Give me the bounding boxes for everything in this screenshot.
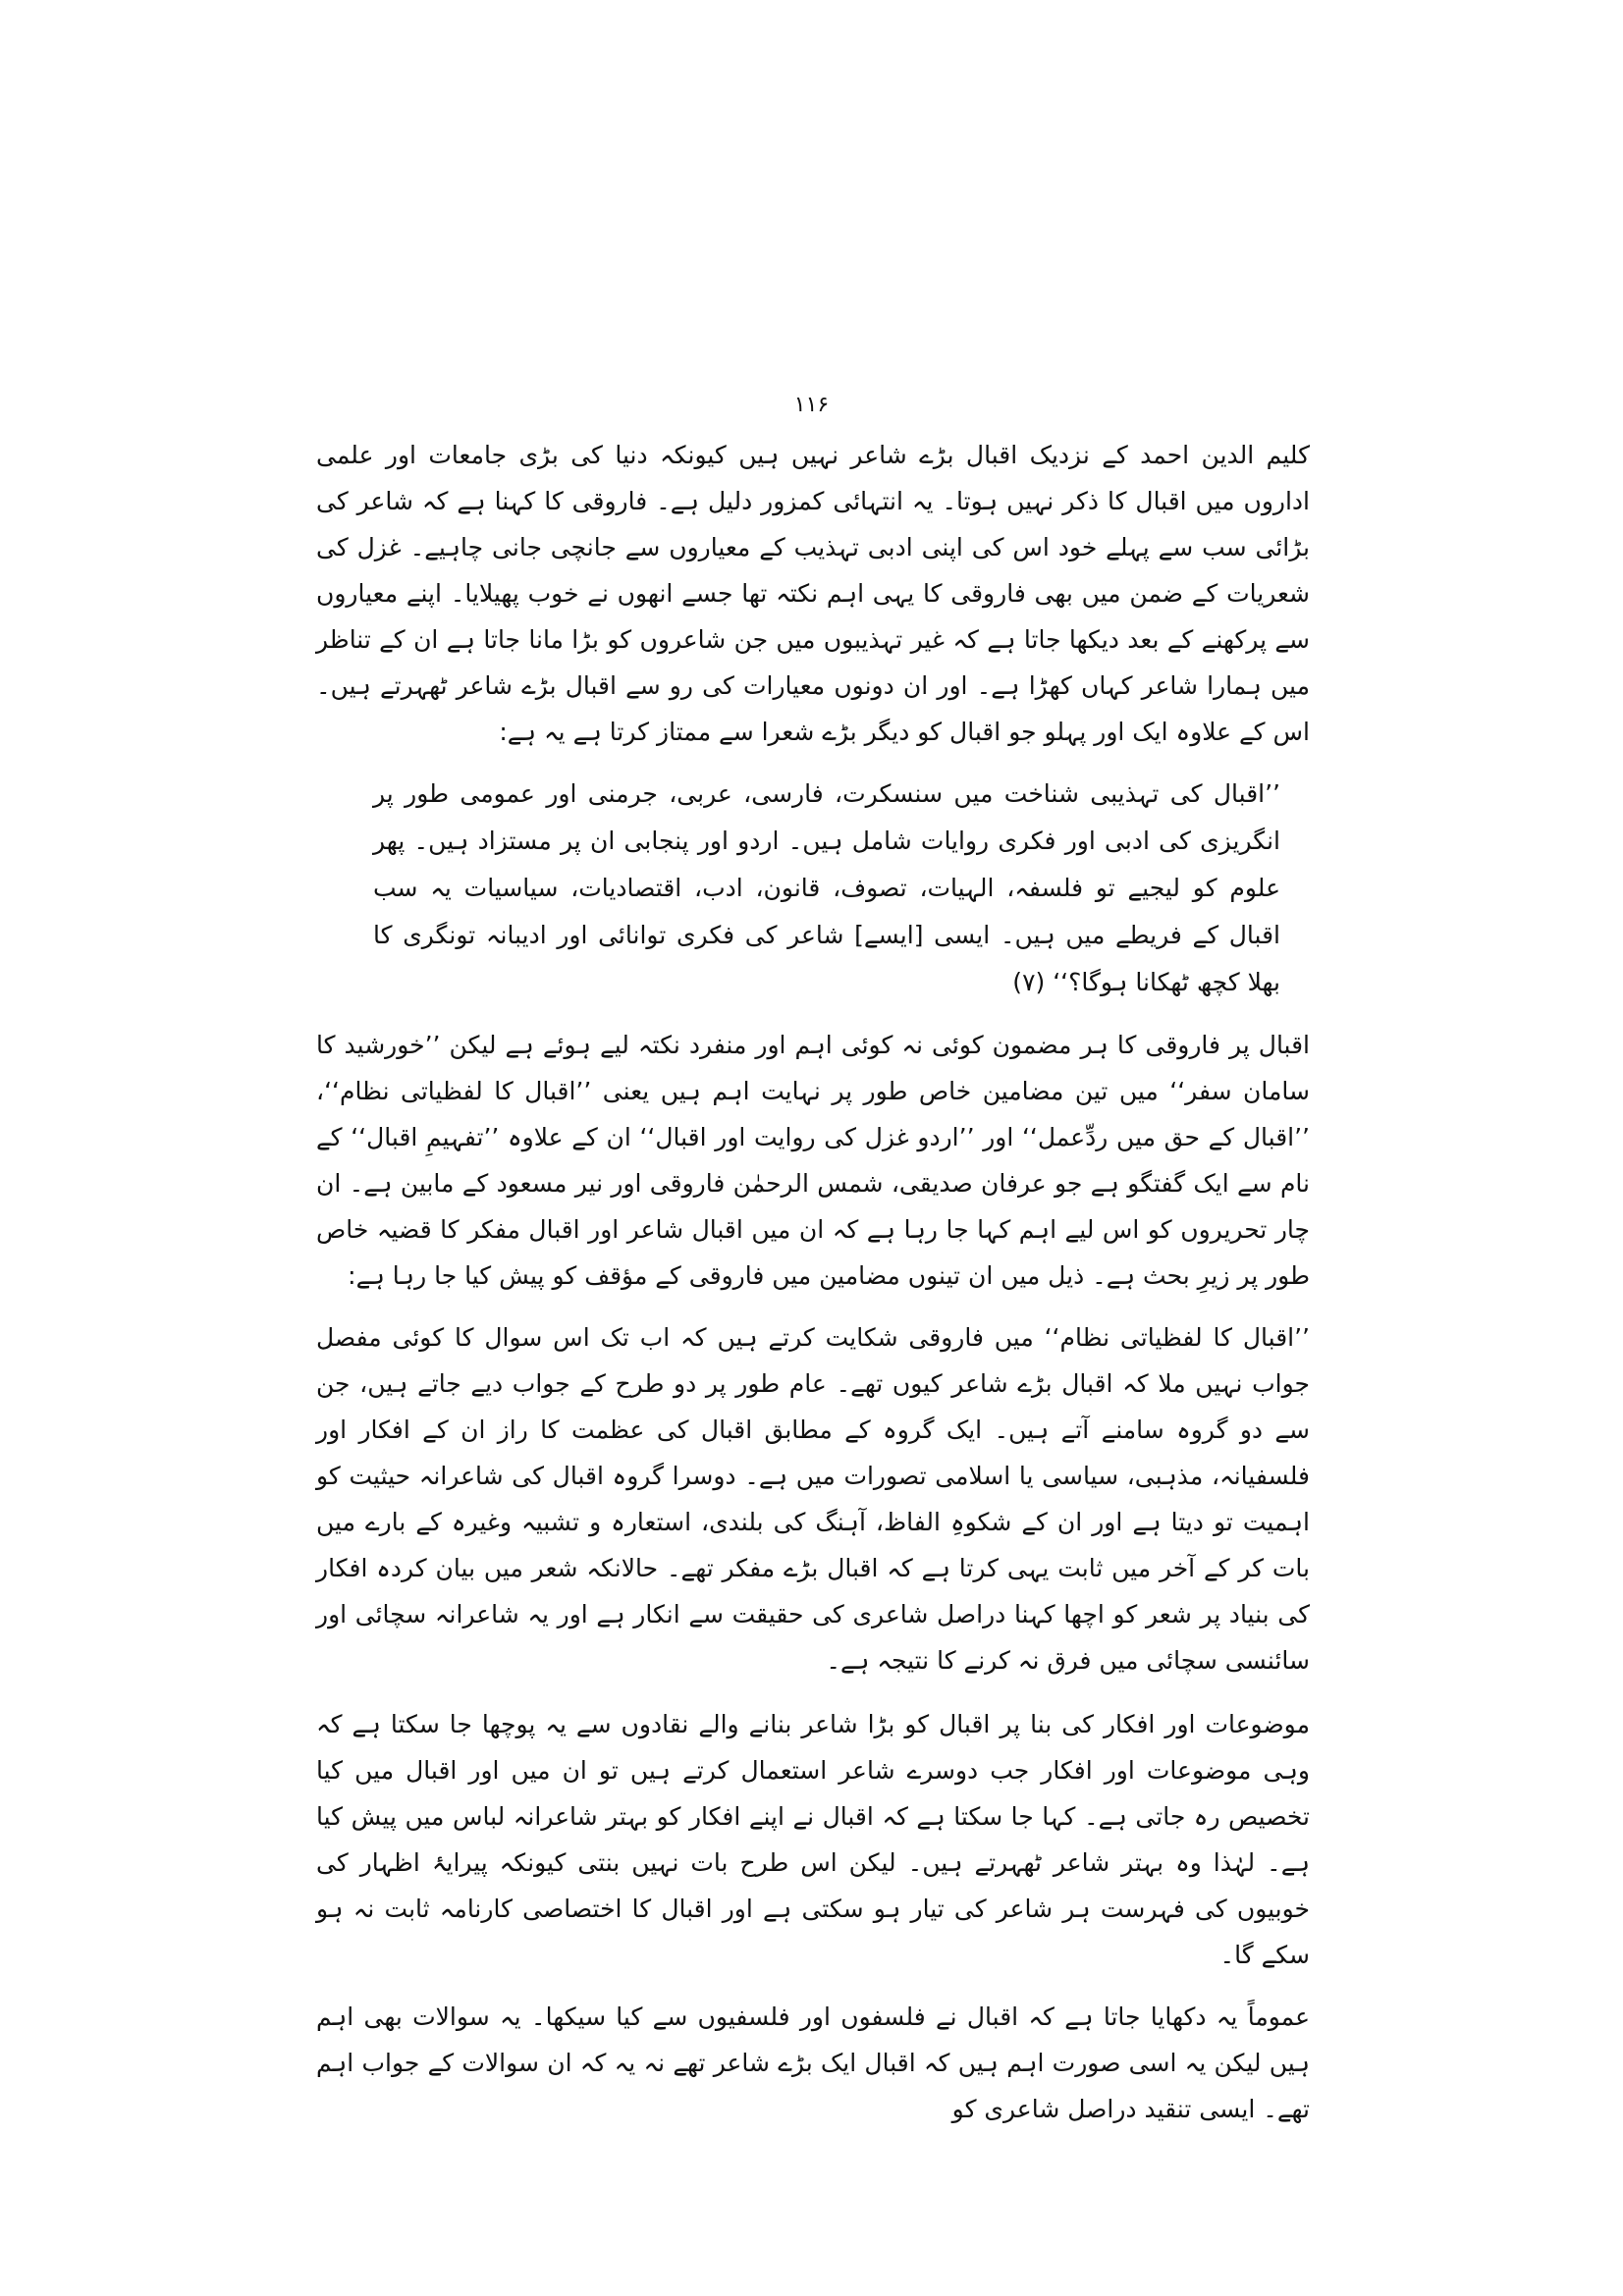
paragraph-3: ’’اقبال کا لفظیاتی نظام‘‘ میں فاروقی شکایت کرتے ہیں کہ اب تک اس سوال کا کوئی مفصل جواب نہیں ملا کہ اقبال بڑے شاعر کیوں تھے۔ عام طور پر دو طرح کے جواب دیے جاتے ہیں، جن سے دو گروہ سامنے آتے ہیں۔ ایک گروہ کے مطابق اقبال کی عظمت کا راز ان کے افکار اور فلسفیانہ، مذہبی، سیاسی یا اسلامی تصورات میں ہے۔ دوسرا گروہ اقبال کی شاعرانہ حیثیت کو اہمیت تو دیتا ہے اور ان کے شکوہِ الفاظ، آہنگ کی بلندی، استعارہ و تشبیہ وغیرہ کے بارے میں بات کر کے آخر میں ثابت یہی کرتا ہے کہ اقبال بڑے مفکر تھے۔ حالانکہ شعر میں بیان کردہ افکار کی بنیاد پر شعر کو اچھا کہنا دراصل شاعری کی حقیقت سے انکار ہے اور یہ شاعرانہ سچائی اور سائنسی سچائی میں فرق نہ کرنے کا نتیجہ ہے۔: [316, 1323, 1310, 1675]
paragraph-5: عموماً یہ دکھایا جاتا ہے کہ اقبال نے فلسفوں اور فلسفیوں سے کیا سیکھا۔ یہ سوالات بھی اہم ہیں لیکن یہ اسی صورت اہم ہیں کہ اقبال ایک بڑے شاعر تھے نہ یہ کہ ان سوالات کے جواب اہم تھے۔ ایسی تنقید دراصل شاعری کو: [316, 2002, 1310, 2123]
body-text: [316, 432, 1310, 2132]
paragraph-4: موضوعات اور افکار کی بنا پر اقبال کو بڑا شاعر بنانے والے نقادوں سے یہ پوچھا جا سکتا ہے کہ وہی موضوعات اور افکار جب دوسرے شاعر استعمال کرتے ہیں تو ان میں اور اقبال میں کیا تخصیص رہ جاتی ہے۔ کہا جا سکتا ہے کہ اقبال نے اپنے افکار کو بہتر شاعرانہ لباس میں پیش کیا ہے۔ لہٰذا وہ بہتر شاعر ٹھہرتے ہیں۔ لیکن اس طرح بات نہیں بنتی کیونکہ پیرایۂ اظہار کی خوبیوں کی فہرست ہر شاعر کی تیار ہو سکتی ہے اور اقبال کا اختصاصی کارنامہ ثابت نہ ہو سکے گا۔: [316, 1710, 1310, 1969]
paragraph-2: اقبال پر فاروقی کا ہر مضمون کوئی نہ کوئی اہم اور منفرد نکتہ لیے ہوئے ہے لیکن ’’خورشید کا سامان سفر‘‘ میں تین مضامین خاص طور پر نہایت اہم ہیں یعنی ’’اقبال کا لفظیاتی نظام‘‘، ’’اقبال کے حق میں ردِّعمل‘‘ اور ’’اردو غزل کی روایت اور اقبال‘‘ ان کے علاوہ ’’تفہیمِ اقبال‘‘ کے نام سے ایک گفتگو ہے جو عرفان صدیقی، شمس الرحمٰن فاروقی اور نیر مسعود کے مابین ہے۔ ان چار تحریروں کو اس لیے اہم کہا جا رہا ہے کہ ان میں اقبال شاعر اور اقبال مفکر کا قضیہ خاص طور پر زیرِ بحث ہے۔ ذیل میں ان تینوں مضامین میں فاروقی کے مؤقف کو پیش کیا جا رہا ہے:: [316, 1031, 1310, 1290]
block-quote: ’’اقبال کی تہذیبی شناخت میں سنسکرت، فارسی، عربی، جرمنی اور عمومی طور پر انگریزی کی ادبی اور فکری روایات شامل ہیں۔ اردو اور پنجابی ان پر مستزاد ہیں۔ پھر علوم کو لیجیے تو فلسفہ، الہیات، تصوف، قانون، ادب، اقتصادیات، سیاسیات یہ سب اقبال کے فریطے میں ہیں۔ ایسی [ایسے] شاعر کی فکری توانائی اور ادیبانہ تونگری کا بھلا کچھ ٹھکانا ہوگا؟‘‘ (۷): [373, 779, 1280, 996]
paragraph-1: کلیم الدین احمد کے نزدیک اقبال بڑے شاعر نہیں ہیں کیونکہ دنیا کی بڑی جامعات اور علمی اداروں میں اقبال کا ذکر نہیں ہوتا۔ یہ انتہائی کمزور دلیل ہے۔ فاروقی کا کہنا ہے کہ شاعر کی بڑائی سب سے پہلے خود اس کی اپنی ادبی تہذیب کے معیاروں سے جانچی جانی چاہیے۔ غزل کی شعریات کے ضمن میں بھی فاروقی کا یہی اہم نکتہ تھا جسے انھوں نے خوب پھیلایا۔ اپنے معیاروں سے پرکھنے کے بعد دیکھا جاتا ہے کہ غیر تہذیبوں میں جن شاعروں کو بڑا مانا جاتا ہے ان کے تناظر میں ہمارا شاعر کہاں کھڑا ہے۔ اور ان دونوں معیارات کی رو سے اقبال بڑے شاعر ٹھہرتے ہیں۔ اس کے علاوہ ایک اور پہلو جو اقبال کو دیگر بڑے شعرا سے ممتاز کرتا ہے یہ ہے:: [316, 441, 1310, 746]
page-number: ۱۱۶: [793, 393, 830, 417]
